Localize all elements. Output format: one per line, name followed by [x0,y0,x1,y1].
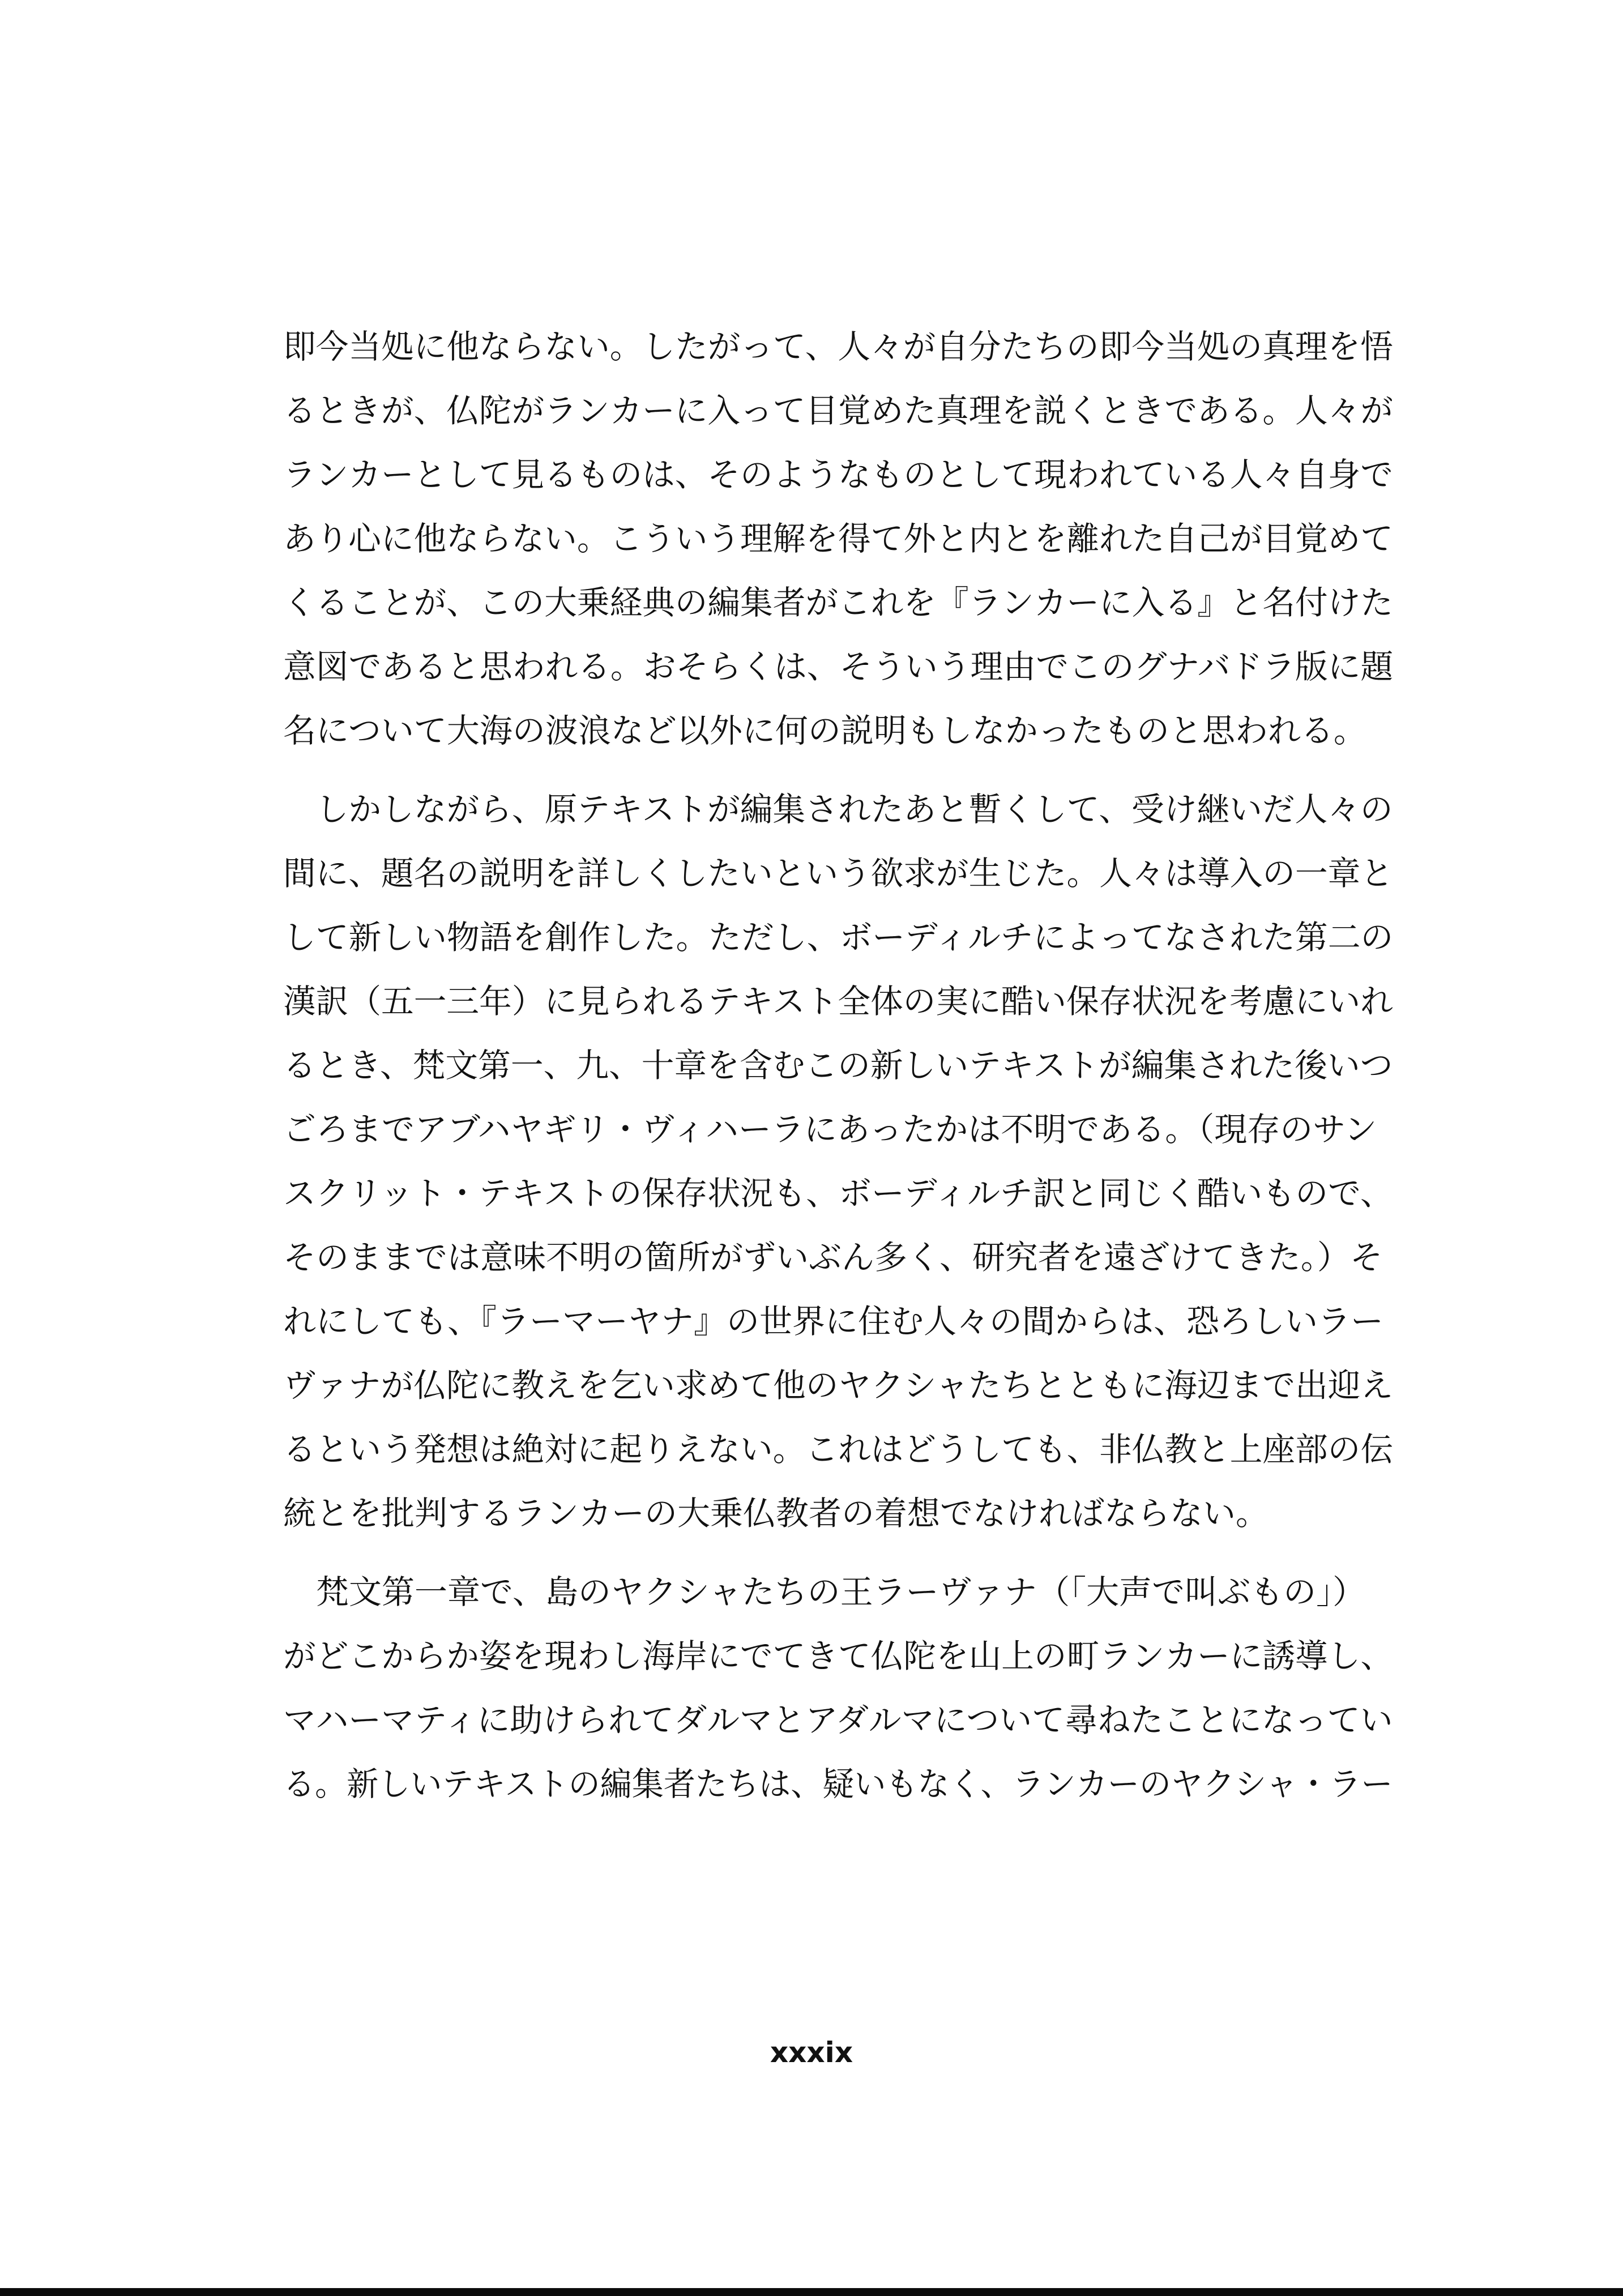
text-line: るという発想は絶対に起りえない。これはどうしても、非仏教と上座部の伝 [283,1430,1393,1469]
text-line: スクリット・テキストの保存状況も、ボーディルチ訳と同じく酷いもので、 [283,1174,1393,1213]
text-line: 統とを批判するランカーの大乗仏教者の着想でなければならない。 [283,1494,1269,1533]
text-line: くることが、この大乗経典の編集者がこれを『ランカーに入る』と名付けた [283,583,1393,622]
text-line: して新しい物語を創作した。ただし、ボーディルチによってなされた第二の [283,918,1394,957]
text-line: 名について大海の波浪など以外に何の説明もしなかったものと思われる。 [283,711,1366,750]
text-line: ランカーとして見るものは、そのようなものとして現われている人々自身で [283,455,1393,494]
text-line: 梵文第一章で、島のヤクシャたちの王ラーヴァナ（「大声で叫ぶもの」） [283,1573,1366,1611]
text-line: る。新しいテキストの編集者たちは、疑いもなく、ランカーのヤクシャ・ラー [283,1765,1393,1803]
text-line: 間に、題名の説明を詳しくしたいという欲求が生じた。人々は導入の一章と [283,854,1393,893]
text-line: 意図であると思われる。おそらくは、そういう理由でこのグナバドラ版に題 [283,647,1394,686]
page-number: xxxix [770,2036,853,2069]
paragraph-2 [283,778,1393,1546]
text-line: しかしながら、原テキストが編集されたあと暫くして、受け継いだ人々の [283,790,1393,829]
text-line: れにしても、『ラーマーヤナ』の世界に住む人々の間からは、恐ろしいラー [283,1302,1384,1341]
text-line: マハーマティに助けられてダルマとアダルマについて尋ねたことになってい [283,1701,1393,1739]
text-line: ヴァナが仏陀に教えを乞い求めて他のヤクシャたちとともに海辺まで出迎え [283,1366,1394,1405]
text-line: そのままでは意味不明の箇所がずいぶん多く、研究者を遠ざけてきた。）そ [283,1238,1383,1277]
paragraph-1 [283,315,1393,763]
body-text [283,315,1393,1816]
text-line: あり心に他ならない。こういう理解を得て外と内とを離れた自己が目覚めて [283,519,1393,558]
text-line: るとき、梵文第一、九、十章を含むこの新しいテキストが編集された後いつ [283,1046,1393,1085]
text-line: 漢訳（五一三年）に見られるテキスト全体の実に酷い保存状況を考慮にいれ [283,982,1393,1021]
text-line: がどこからか姿を現わし海岸にでてきて仏陀を山上の町ランカーに誘導し、 [283,1637,1393,1675]
text-line: るときが、仏陀がランカーに入って目覚めた真理を説くときである。人々が [283,391,1393,430]
paragraph-3 [283,1560,1393,1816]
text-line: 即今当処に他ならない。したがって、人々が自分たちの即今当処の真理を悟 [283,327,1393,366]
scan-edge-bar [0,2288,1623,2296]
text-line: ごろまでアブハヤギリ・ヴィハーラにあったかは不明である。（現存のサン [283,1110,1377,1149]
